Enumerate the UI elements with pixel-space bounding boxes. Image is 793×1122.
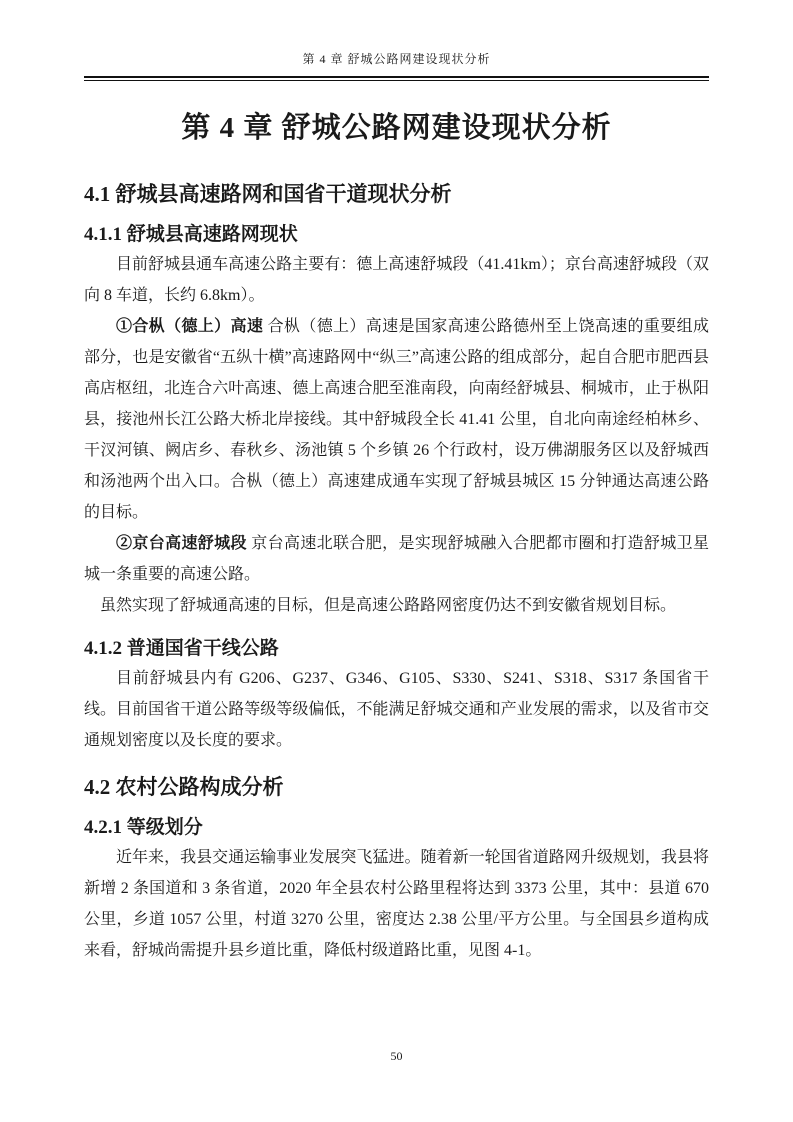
heading-4-1: 4.1 舒城县高速路网和国省干道现状分析 (84, 182, 452, 206)
chapter-title: 第 4 章 舒城公路网建设现状分析 (181, 112, 612, 144)
heading-4-2: 4.2 农村公路构成分析 (84, 775, 284, 799)
running-header-text: 第 4 章 舒城公路网建设现状分析 (302, 52, 491, 66)
header-rule (84, 76, 709, 81)
heading-4-1-1: 4.1.1 舒城县高速路网现状 (84, 224, 298, 245)
paragraph-jingtai-text: 京台高速北联合肥，是实现舒城融入合肥都市圈和打造舒城卫星城一条重要的高速公路。 (84, 535, 709, 583)
paragraph-jingtai-expressway (84, 528, 709, 590)
paragraph-jingtai-label: ②京台高速舒城段 (116, 535, 247, 552)
paragraph-hezong-expressway (84, 311, 709, 528)
paragraph-hezong-label: ①合枞（德上）高速 (116, 318, 264, 335)
heading-4-2-1: 4.2.1 等级划分 (84, 817, 203, 838)
page-number: 50 (390, 1049, 403, 1063)
paragraph-trunk-roads: 目前舒城县内有 G206、G237、G346、G105、S330、S241、S318、S317 条国省干线。目前国省干道公路等级等级偏低，不能满足舒城交通和产业发展的需求，以及省市交通规划密度以及长度的要求。 (84, 670, 709, 749)
paragraph-highway-overview: 目前舒城县通车高速公路主要有：德上高速舒城段（41.41km）；京台高速舒城段（双向 8 车道，长约 6.8km）。 (84, 256, 709, 304)
paragraph-rural-roads: 近年来，我县交通运输事业发展突飞猛进。随着新一轮国省道路网升级规划，我县将新增 2 条国道和 3 条省道，2020 年全县农村公路里程将达到 3373 公里，其中：县道 670 公里，乡道 1057 公里，村道 3270 公里，密度达 2.38 公里/平方公里。与全国县乡道构成来看，舒城尚需提升县乡道比重，降低村级道路比重，见图 4-1。 (84, 849, 709, 959)
paragraph-although: 虽然实现了舒城通高速的目标，但是高速公路路网密度仍达不到安徽省规划目标。 (100, 597, 677, 614)
running-header (0, 0, 793, 81)
paragraph-hezong-text: 合枞（德上）高速是国家高速公路德州至上饶高速的重要组成部分，也是安徽省“五纵十横”高速路网中“纵三”高速公路的组成部分，起自合肥市肥西县高店枢纽，北连合六叶高速、德上高速合肥至淮南段，向南经舒城县、桐城市，止于枞阳县，接池州长江公路大桥北岸接线。其中舒城段全长 41.41 公里，自北向南途经柏林乡、干汊河镇、阙店乡、春秋乡、汤池镇 5 个乡镇 26 个行政村，设万佛湖服务区以及舒城西和汤池两个出入口。合枞（德上）高速建成通车实现了舒城县城区 15 分钟通达高速公路的目标。 (84, 318, 709, 521)
heading-4-1-2: 4.1.2 普通国省干线公路 (84, 638, 279, 659)
page-content (0, 110, 793, 966)
